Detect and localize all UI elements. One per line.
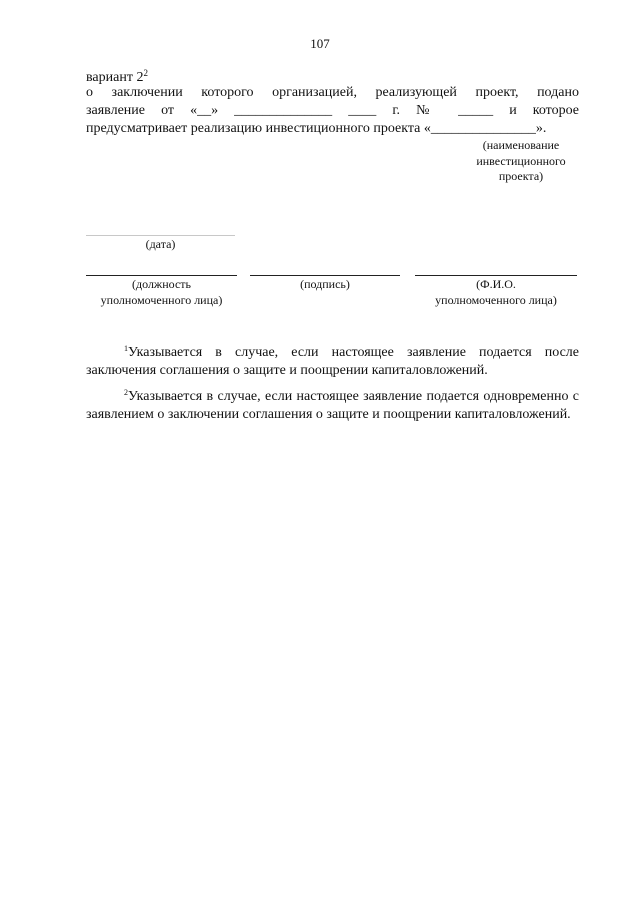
position-caption <box>76 277 247 308</box>
footnote-2-marker: 2 <box>124 388 128 397</box>
footnote-2-text: Указывается в случае, если настоящее заявление подается одновременно с заявлением о заключении соглашения о защите и поощрении капиталовложений. <box>86 389 579 422</box>
project-caption-line-1: (наименование <box>482 138 560 152</box>
footnote-2 <box>86 384 579 424</box>
position-line <box>86 275 237 276</box>
footnote-1 <box>86 340 579 380</box>
name-line <box>415 275 577 276</box>
signature-line <box>250 275 400 276</box>
footnotes <box>86 340 579 428</box>
statement-line-3: предусматривает реализацию инвестиционного проекта «_______________». <box>86 121 547 136</box>
name-caption-line-2: уполномоченного лица) <box>435 292 557 307</box>
footnote-1-marker: 1 <box>124 344 128 353</box>
variant-label: вариант 2 <box>86 70 144 85</box>
project-caption-line-3: проекта) <box>498 169 544 183</box>
footnote-1-text: Указывается в случае, если настоящее заявление подается после заключения соглашения о защите и поощрении капиталовложений. <box>86 345 579 378</box>
project-caption-line-2: инвестиционного <box>476 153 566 168</box>
statement-line-2: заявление от «__» ______________ ____ г. № _____ и которое <box>86 103 579 118</box>
statement-line-1: о заключении которого организацией, реализующей проект, подано <box>86 85 579 100</box>
name-caption <box>410 277 582 308</box>
project-name-caption <box>456 138 586 185</box>
date-caption: (дата) <box>145 237 176 251</box>
variant-footnote-marker: 2 <box>143 68 148 78</box>
name-caption-line-1: (Ф.И.О. <box>476 277 516 291</box>
position-caption-line-2: уполномоченного лица) <box>100 292 223 307</box>
position-caption-line-1: (должность <box>132 277 191 291</box>
date-line <box>86 235 235 236</box>
statement-paragraph <box>86 84 579 138</box>
page-number: 107 <box>310 36 330 51</box>
signature-caption: (подпись) <box>300 277 350 291</box>
